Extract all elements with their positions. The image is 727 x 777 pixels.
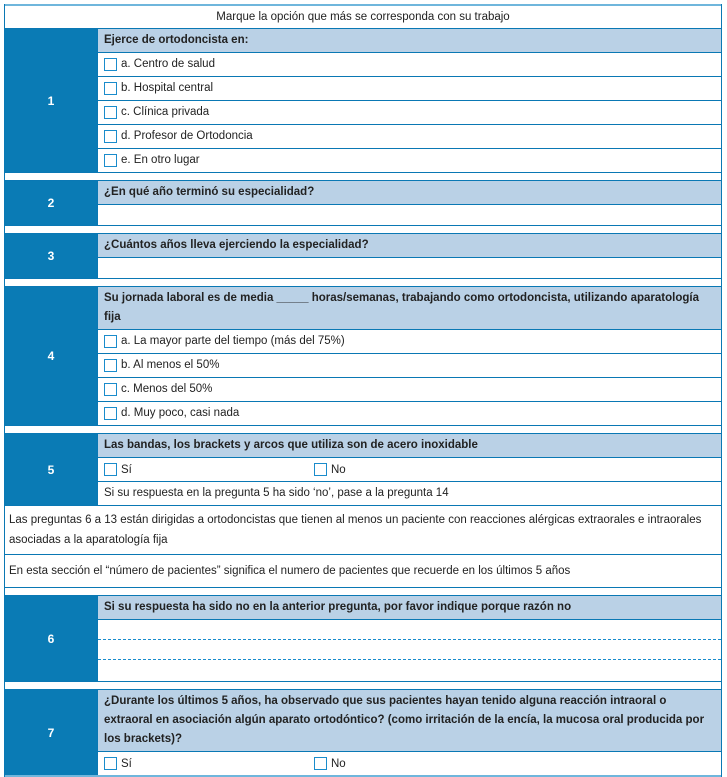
checkbox-icon[interactable] <box>104 58 117 71</box>
checkbox-icon[interactable] <box>104 130 117 143</box>
option-profesor[interactable]: d. Profesor de Ortodoncia <box>98 125 721 149</box>
separator <box>5 588 721 596</box>
question-text: ¿En qué año terminó su especialidad? <box>98 181 721 205</box>
answer-line[interactable] <box>98 640 721 660</box>
info-text-2: En esta sección el “número de pacientes” significa el numero de pacientes que recuerde en los últimos 5 años <box>5 555 721 588</box>
separator <box>5 682 721 690</box>
question-number: 2 <box>5 181 97 225</box>
question-number: 1 <box>5 29 97 172</box>
option-si[interactable]: Sí <box>104 463 314 476</box>
option-no[interactable]: No <box>314 757 524 770</box>
answer-line[interactable] <box>98 660 721 681</box>
option-centro-salud[interactable]: a. Centro de salud <box>98 53 721 77</box>
question-3 <box>5 234 721 279</box>
question-text: Si su respuesta ha sido no en la anterior pregunta, por favor indique porque razón no <box>98 596 721 620</box>
question-7 <box>5 690 721 777</box>
checkbox-icon[interactable] <box>104 407 117 420</box>
question-text: Su jornada laboral es de media _____ horas/semanas, trabajando como ortodoncista, utilizando aparatología fija <box>98 287 721 330</box>
option-al-menos-50[interactable]: b. Al menos el 50% <box>98 354 721 378</box>
answer-line[interactable] <box>98 620 721 640</box>
checkbox-icon[interactable] <box>104 154 117 167</box>
checkbox-icon[interactable] <box>104 757 117 770</box>
separator <box>5 426 721 434</box>
option-mayor-parte[interactable]: a. La mayor parte del tiempo (más del 75%) <box>98 330 721 354</box>
separator <box>5 279 721 287</box>
option-clinica-privada[interactable]: c. Clínica privada <box>98 101 721 125</box>
question-note: Si su respuesta en la pregunta 5 ha sido ‘no’, pase a la pregunta 14 <box>104 487 449 499</box>
question-6 <box>5 596 721 682</box>
separator <box>5 173 721 181</box>
answer-field[interactable] <box>98 205 721 225</box>
checkbox-icon[interactable] <box>104 335 117 348</box>
question-number: 5 <box>5 434 97 505</box>
question-5 <box>5 434 721 506</box>
info-text-1: Las preguntas 6 a 13 están dirigidas a ortodoncistas que tienen al menos un paciente con reacciones alérgicas extraorales e intraorales asociadas a la aparatología fija <box>5 506 721 555</box>
question-number: 4 <box>5 287 97 425</box>
question-1 <box>5 29 721 173</box>
separator <box>5 226 721 234</box>
checkbox-icon[interactable] <box>104 359 117 372</box>
question-number: 6 <box>5 596 97 681</box>
checkbox-icon[interactable] <box>314 757 327 770</box>
checkbox-icon[interactable] <box>104 383 117 396</box>
question-text: Las bandas, los brackets y arcos que utiliza son de acero inoxidable <box>98 434 721 458</box>
answer-field[interactable] <box>98 258 721 278</box>
form-title: Marque la opción que más se corresponda con su trabajo <box>5 4 721 29</box>
question-text: ¿Durante los últimos 5 años, ha observado que sus pacientes hayan tenido alguna reacción intraoral o extraoral en asociación algún aparato ortodóntico? (como irritación de la encía, la mucosa oral producida por los brackets)? <box>98 690 721 752</box>
question-number: 3 <box>5 234 97 278</box>
question-number: 7 <box>5 690 97 775</box>
option-hospital-central[interactable]: b. Hospital central <box>98 77 721 101</box>
question-2 <box>5 181 721 226</box>
option-no[interactable]: No <box>314 463 524 476</box>
checkbox-icon[interactable] <box>104 82 117 95</box>
option-otro-lugar[interactable]: e. En otro lugar <box>98 149 721 172</box>
question-4 <box>5 287 721 426</box>
questionnaire-form <box>4 4 722 777</box>
checkbox-icon[interactable] <box>314 463 327 476</box>
option-menos-50[interactable]: c. Menos del 50% <box>98 378 721 402</box>
checkbox-icon[interactable] <box>104 463 117 476</box>
checkbox-icon[interactable] <box>104 106 117 119</box>
question-text: ¿Cuántos años lleva ejerciendo la especialidad? <box>98 234 721 258</box>
question-text: Ejerce de ortodoncista en: <box>98 29 721 53</box>
option-muy-poco[interactable]: d. Muy poco, casi nada <box>98 402 721 425</box>
option-si[interactable]: Sí <box>104 757 314 770</box>
